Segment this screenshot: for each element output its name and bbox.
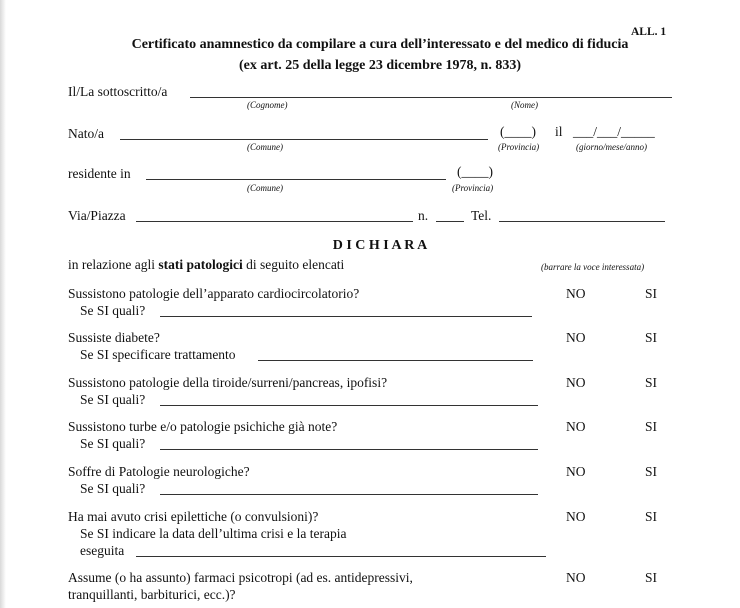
- street-number-label: n.: [418, 208, 429, 223]
- answer-input-line[interactable]: [160, 494, 538, 495]
- question-followup: Se SI quali?: [80, 436, 146, 451]
- question-text: Assume (o ha assunto) farmaci psicotropi (ad es. antidepressivi,: [68, 570, 413, 585]
- answer-input-line[interactable]: [160, 316, 532, 317]
- question-text: Sussistono turbe e/o patologie psichiche già note?: [68, 419, 338, 434]
- yes-option[interactable]: SI: [645, 419, 658, 434]
- question-followup: Se SI quali?: [80, 303, 146, 318]
- born-province-field[interactable]: (____): [500, 124, 536, 139]
- street-input-line[interactable]: [136, 221, 413, 222]
- no-option[interactable]: NO: [566, 509, 586, 524]
- born-comune-input-line[interactable]: [120, 139, 488, 140]
- no-option[interactable]: NO: [566, 464, 586, 479]
- surname-caption: (Cognome): [247, 100, 288, 110]
- born-comune-caption: (Comune): [247, 142, 283, 152]
- yes-option[interactable]: SI: [645, 330, 658, 345]
- declaration-heading: D I C H I A R A: [332, 238, 428, 253]
- residence-comune-caption: (Comune): [247, 183, 283, 193]
- question-text: Sussistono patologie della tiroide/surreni/pancreas, ipofisi?: [68, 375, 388, 390]
- residence-province-field[interactable]: (____): [457, 164, 493, 179]
- question-text: Soffre di Patologie neurologiche?: [68, 464, 250, 479]
- street-label: Via/Piazza: [68, 208, 126, 223]
- answer-input-line[interactable]: [258, 360, 533, 361]
- question-text: Ha mai avuto crisi epilettiche (o convulsioni)?: [68, 509, 319, 524]
- name-caption: (Nome): [511, 100, 538, 110]
- yes-option[interactable]: SI: [645, 286, 658, 301]
- yes-option[interactable]: SI: [645, 375, 658, 390]
- declaration-intro-bold: stati patologici: [158, 257, 243, 272]
- no-option[interactable]: NO: [566, 286, 586, 301]
- residence-label: residente in: [68, 166, 131, 181]
- question-text: Sussiste diabete?: [68, 330, 160, 345]
- declaration-intro-prefix: in relazione agli: [68, 257, 155, 272]
- undersigned-input-line[interactable]: [190, 97, 672, 98]
- yes-option[interactable]: SI: [645, 570, 658, 585]
- residence-comune-input-line[interactable]: [146, 179, 446, 180]
- phone-label: Tel.: [471, 208, 492, 223]
- question-followup: Se SI indicare la data dell’ultima crisi e la terapia: [80, 526, 347, 541]
- street-number-input-line[interactable]: [436, 221, 464, 222]
- page-edge-shadow: [0, 0, 6, 608]
- declaration-intro: [68, 257, 344, 273]
- document-title: Certificato anamnestico da compilare a cura dell’interessato e del medico di fiducia: [131, 37, 629, 52]
- born-label: Nato/a: [68, 126, 104, 141]
- question-followup: Se SI quali?: [80, 392, 146, 407]
- phone-input-line[interactable]: [499, 221, 665, 222]
- no-option[interactable]: NO: [566, 419, 586, 434]
- question-text-continued: tranquillanti, barbiturici, ecc.)?: [68, 587, 236, 602]
- residence-province-caption: (Provincia): [452, 183, 494, 193]
- no-option[interactable]: NO: [566, 375, 586, 390]
- birth-date-label: il: [555, 124, 563, 139]
- answer-input-line[interactable]: [160, 449, 538, 450]
- born-province-caption: (Provincia): [498, 142, 540, 152]
- undersigned-label: Il/La sottoscritto/a: [68, 84, 168, 99]
- no-option[interactable]: NO: [566, 570, 586, 585]
- birth-date-caption: (giorno/mese/anno): [576, 142, 647, 152]
- document-subtitle: (ex art. 25 della legge 23 dicembre 1978, n. 833): [238, 58, 522, 73]
- answer-input-line[interactable]: [136, 556, 546, 557]
- answer-input-line[interactable]: [160, 405, 538, 406]
- yes-option[interactable]: SI: [645, 464, 658, 479]
- question-text: Sussistono patologie dell’apparato cardiocircolatorio?: [68, 286, 360, 301]
- attachment-label: ALL. 1: [631, 26, 667, 38]
- declaration-instruction: (barrare la voce interessata): [541, 262, 645, 272]
- question-followup-continued: eseguita: [80, 543, 125, 558]
- birth-date-field[interactable]: ___/___/_____: [573, 124, 655, 139]
- declaration-intro-suffix: di seguito elencati: [246, 257, 345, 272]
- question-followup: Se SI specificare trattamento: [80, 347, 236, 362]
- yes-option[interactable]: SI: [645, 509, 658, 524]
- question-followup: Se SI quali?: [80, 481, 146, 496]
- no-option[interactable]: NO: [566, 330, 586, 345]
